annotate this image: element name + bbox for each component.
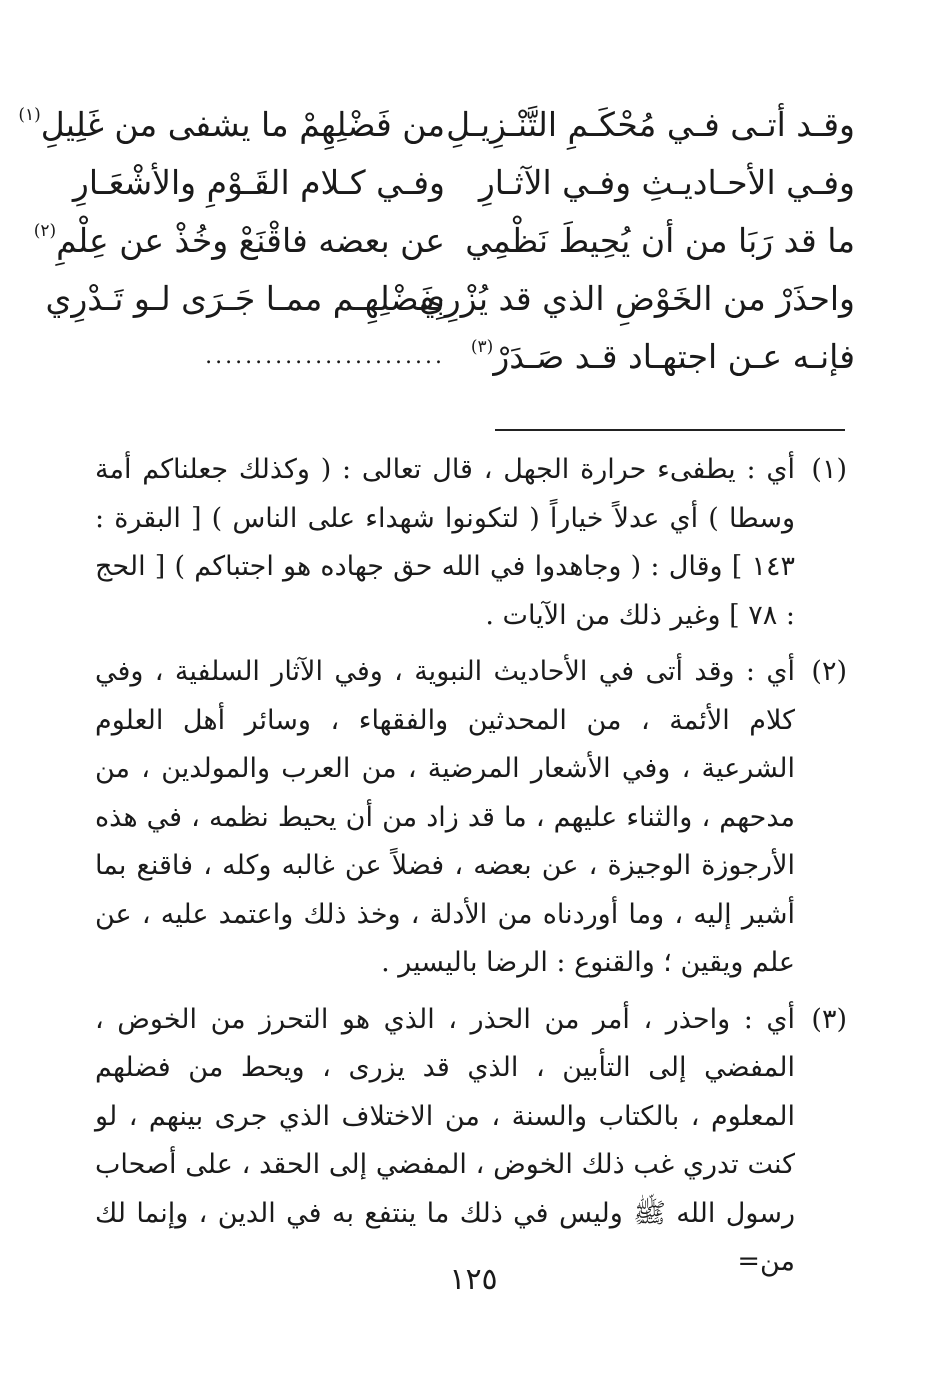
first-hemistich: واحذَرْ من الخَوْضِ الذي قد يُزْرِي (418, 279, 855, 318)
footnotes (95, 446, 847, 1295)
footnote-number: (٣) (811, 1003, 847, 1035)
second-hemistich: بِفَضْلِهِـم ممـا جَـرَى لـو تَـدْرِي (45, 279, 445, 318)
footnote-marker: (١) (18, 105, 41, 125)
poem-line (18, 100, 855, 158)
first-hemistich: فإنـه عـن اجتهـاد قـد صَـدَرْ$^{(٣)}$ (470, 337, 855, 376)
footnote-marker: (٢) (33, 221, 57, 241)
page-number: ١٢٥ (449, 1262, 498, 1297)
second-hemistich: من فَضْلِهِمْ ما يشفى من غَلِيلِ$^{(١)}$ (18, 105, 445, 144)
footnote (95, 446, 847, 640)
footnote (95, 648, 847, 988)
poem-line (72, 158, 855, 216)
footnote-text: أي : يطفىء حرارة الجهل ، قال تعالى : ( وكذلك جعلناكم أمة وسطا ) أي عدلاً خياراً ( لتكونوا شهداء على الناس ) [ البقرة : ١٤٣ ] وقال : ( وجاهدوا في الله حق جهاده هو اجتباكم ) [ الحج : ٧٨ ] وغير ذلك من الآيات . (95, 454, 795, 631)
first-hemistich: وقـد أتـى فـي مُحْكَـمِ التَّنْـزِيـلِ (446, 105, 855, 144)
footnote-number: (٢) (811, 656, 847, 687)
poem-block (18, 100, 855, 390)
poem-line (33, 216, 855, 274)
poem-line (45, 274, 855, 332)
first-hemistich: ما قد رَبَا من أن يُحِيطَ نَظْمِي (465, 221, 855, 260)
poem-line (95, 332, 855, 390)
footnote-text: أي : واحذر ، أمر من الحذر ، الذي هو التحرز من الخوض ، المفضي إلى التأبين ، الذي قد يزرى ، ويحط من فضلهم المعلوم ، بالكتاب والسنة ، من الاختلاف الذي جرى بينهم ، لو كنت تدري غب ذلك الخوض ، المفضي إلى الحقد ، على أصحاب رسول الله ﷺ وليس في ذلك ما ينتفع به في الدين ، وإنما لك من= (95, 1003, 795, 1277)
footnote-text: أي : وقد أتى في الأحاديث النبوية ، وفي الآثار السلفية ، وفي كلام الأئمة ، من المحدثين والفقهاء ، وسائر أهل العلوم الشرعية ، وفي الأشعار المرضية ، من العرب والمولدين ، من مدحهم ، والثناء عليهم ، ما قد زاد من أن يحيط نظمه ، في هذه الأرجوزة الوجيزة ، عن بعضه ، فضلاً عن غالبه وكله ، فاقنع بما أشير إليه ، وما أوردناه من الأدلة ، وخذ ذلك واعتمد عليه ، عن علم ويقين ؛ والقنوع : الرضا باليسير . (95, 656, 795, 978)
footnote-number: (١) (811, 454, 847, 485)
second-hemistich: وفـي كـلام القَـوْمِ والأشْعَـارِ (72, 163, 445, 202)
footnote-marker: (٣) (470, 337, 494, 357)
footnote (95, 996, 847, 1287)
footnote-separator (495, 429, 845, 431)
second-hemistich: عن بعضه فاقْنَعْ وخُذْ عن عِلْمِ$^{(٢)}$ (33, 221, 445, 260)
ellipsis-dots: ........................ (205, 344, 445, 369)
first-hemistich: وفـي الأحـاديـثِ وفـي الآثـارِ (478, 163, 855, 202)
